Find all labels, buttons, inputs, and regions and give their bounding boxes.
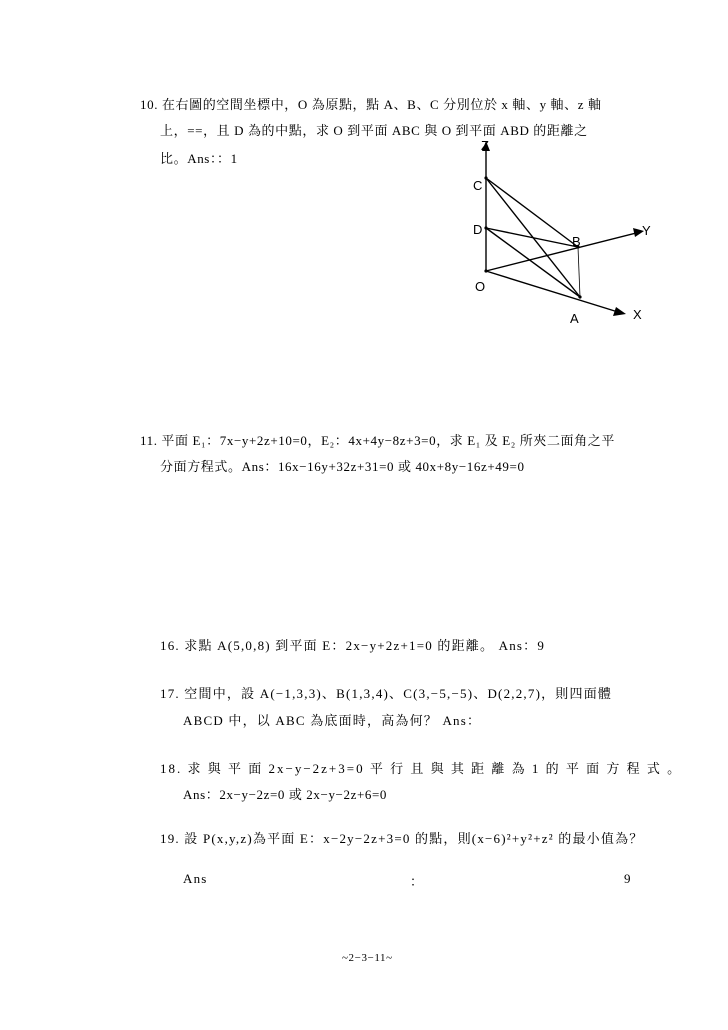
q18-line-2: Ans：2x−y−2z=0 或 2x−y−2z+6=0 xyxy=(183,787,388,802)
label-x: X xyxy=(633,307,642,322)
q10-line-1: 10. 在右圖的空間坐標中，O 為原點，點 A、B、C 分別位於 x 軸、y 軸、z 軸 xyxy=(140,97,602,112)
q19-line-1: 19. 設 P(x,y,z)為平面 E：x−2y−2z+3=0 的點，則(x−6)²+y²+z² 的最小值為？ xyxy=(160,831,644,846)
q17-line-1: 17. 空間中，設 A(−1,3,3)、B(1,3,4)、C(3,−5,−5)、D(2,2,7)，則四面體 xyxy=(160,686,613,701)
coordinate-figure xyxy=(460,135,660,335)
x-axis-arrow xyxy=(613,307,626,316)
label-y: Y xyxy=(642,223,651,238)
y-axis xyxy=(486,233,636,271)
label-o: O xyxy=(475,279,486,294)
point-c xyxy=(484,176,487,179)
q19-ans-value: 9 xyxy=(624,871,632,886)
q10-line-2: 上，==，且 D 為的中點，求 O 到平面 ABC 與 O 到平面 ABD 的距離之 xyxy=(160,123,588,138)
label-z: Z xyxy=(481,138,489,153)
label-d: D xyxy=(473,222,483,237)
label-a: A xyxy=(570,311,579,326)
q11-line-2: 分面方程式。Ans：16x−16y+32z+31=0 或 40x+8y−16z+49=0 xyxy=(160,459,525,474)
q10-line-3: 比。Ans：：1 xyxy=(160,151,238,166)
page-number: ~2−3−11~ xyxy=(342,952,393,964)
q18-line-1: 18. 求 與 平 面 2x−y−2z+3=0 平 行 且 與 其 距 離 為 1 的 平 面 方 程 式 。 xyxy=(160,761,683,776)
q19-ans-colon: ： xyxy=(410,874,424,889)
q17-line-2: ABCD 中，以 ABC 為底面時，高為何？ Ans： xyxy=(183,713,482,728)
q11-line-1: 11. 平面 E₁：7x−y+2z+10=0，E₂：4x+4y−8z+3=0，求 E₁ 及 E₂ 所夾二面角之平 xyxy=(140,433,615,448)
point-o xyxy=(484,269,487,272)
edge-b-a xyxy=(578,247,580,297)
point-d xyxy=(484,226,487,229)
point-a xyxy=(578,295,581,298)
q19-ans-label: Ans xyxy=(183,871,208,886)
label-c: C xyxy=(473,178,483,193)
label-b: B xyxy=(572,234,581,249)
q16-line-1: 16. 求點 A(5,0,8) 到平面 E：2x−y+2z+1=0 的距離。 Ans：9 xyxy=(160,638,546,653)
